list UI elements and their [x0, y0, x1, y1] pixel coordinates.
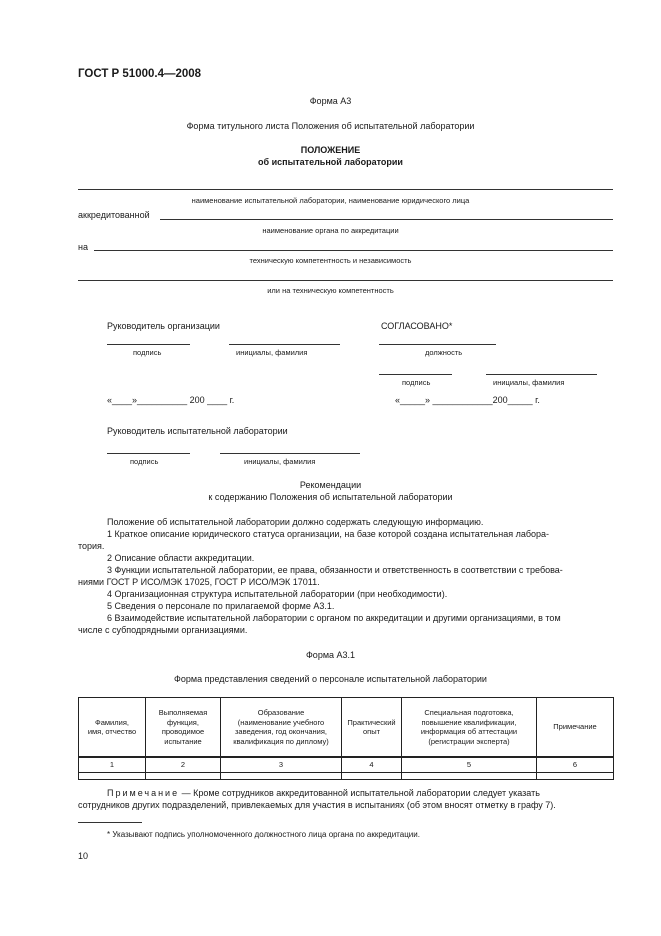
table-cell[interactable]: [79, 773, 146, 780]
on-label: на: [78, 242, 88, 252]
col-header-text: Фамилия,: [95, 717, 129, 727]
list-item: 2 Описание области аккредитации.: [107, 553, 255, 563]
lab-head-signature-line[interactable]: [107, 453, 190, 454]
col-header-text: информация об аттестации: [420, 727, 518, 736]
lab-head-initials-caption: инициалы, фамилия: [244, 457, 316, 466]
list-item: 6 Взаимодействие испытательной лаборатории с органом по аккредитации и другими организациями, в том: [107, 613, 561, 623]
col-header-text: Выполняемая: [158, 708, 208, 717]
col-number: 2: [146, 757, 221, 773]
list-item-cont: тория.: [78, 541, 105, 551]
list-item-cont: ниями ГОСТ Р ИСО/МЭК 17025, ГОСТ Р ИСО/МЭК 17011.: [78, 577, 320, 587]
recommendations-list: [78, 516, 613, 636]
col-header-text: Образование: [257, 708, 305, 717]
table-row: [79, 773, 614, 780]
col-number: 6: [537, 757, 614, 773]
recommendations-subtitle: к содержанию Положения об испытательной лаборатории: [208, 492, 453, 502]
org-head-date: «____»__________ 200 ____ г.: [107, 395, 235, 405]
note-line-2: сотрудников других подразделений, привлекаемых для участия в испытаниях (об этом вносят отметку в графу 7).: [78, 800, 556, 810]
standard-header: ГОСТ Р 51000.4—2008: [78, 68, 202, 80]
page-number: 10: [78, 851, 89, 861]
agreed-initials-caption: инициалы, фамилия: [493, 378, 565, 387]
col-header-function: [146, 698, 221, 758]
col-header-note: [537, 698, 614, 758]
table-cell[interactable]: [221, 773, 342, 780]
agreed-label: СОГЛАСОВАНО*: [381, 321, 453, 331]
recommendations-title: Рекомендации: [299, 480, 362, 490]
note-label: Примечание: [107, 788, 180, 798]
agreed-initials-line[interactable]: [486, 374, 597, 375]
caption-lab-name: наименование испытательной лаборатории, наименование юридического лица: [191, 196, 470, 205]
col-number: 5: [402, 757, 537, 773]
personnel-table: [78, 697, 614, 780]
note-line-1: [78, 787, 613, 799]
col-header-text: повышение квалификации,: [421, 717, 517, 727]
caption-competence: техническую компетентность и независимость: [249, 256, 412, 265]
form-a3-label: Форма А3: [309, 96, 352, 106]
col-header-text: квалификация по диплому): [233, 736, 329, 746]
col-header-name: [79, 698, 146, 758]
caption-or-competence: или на техническую компетентность: [267, 286, 394, 295]
col-header-text: имя, отчество: [87, 727, 137, 736]
col-header-text: проводимое: [161, 727, 205, 736]
agreed-signature-caption: подпись: [402, 378, 431, 387]
accredited-label: аккредитованной: [78, 210, 150, 220]
lab-head-initials-line[interactable]: [220, 453, 360, 454]
agreed-position-caption: должность: [425, 348, 463, 357]
col-header-text: Специальная подготовка,: [424, 708, 514, 717]
org-head-label: Руководитель организации: [107, 321, 220, 331]
caption-accreditation-body: наименование органа по аккредитации: [262, 226, 399, 235]
note-text: — Кроме сотрудников аккредитованной испытательной лаборатории следует указать: [179, 788, 540, 798]
col-header-training: [402, 698, 537, 758]
form-a31-subtitle: Форма представления сведений о персонале испытательной лаборатории: [174, 674, 487, 684]
org-head-signature-line[interactable]: [107, 344, 190, 345]
table-cell[interactable]: [342, 773, 402, 780]
list-item: 5 Сведения о персонале по прилагаемой форме А3.1.: [107, 601, 335, 611]
agreed-signature-line[interactable]: [379, 374, 452, 375]
agreed-position-line[interactable]: [379, 344, 496, 345]
col-header-text: испытание: [164, 736, 202, 746]
org-head-signature-caption: подпись: [133, 348, 162, 357]
org-head-initials-caption: инициалы, фамилия: [236, 348, 308, 357]
competence-fill-line[interactable]: [94, 250, 613, 251]
col-header-text: опыт: [362, 727, 381, 736]
or-fill-line[interactable]: [78, 280, 613, 281]
col-header-text: (регистрации эксперта): [428, 736, 510, 746]
col-header-text: функция,: [167, 717, 199, 727]
col-header-text: заведения, год окончания,: [234, 727, 328, 736]
name-fill-line[interactable]: [78, 189, 613, 190]
col-header-text: (наименование учебного: [237, 717, 325, 727]
agreed-date: «_____» ____________200_____ г.: [395, 395, 540, 405]
recommendations-intro: Положение об испытательной лаборатории должно содержать следующую информацию.: [107, 517, 484, 527]
org-head-initials-line[interactable]: [229, 344, 340, 345]
col-number: 4: [342, 757, 402, 773]
list-item: 1 Краткое описание юридического статуса организации, на базе которой создана испытательная лабора-: [107, 529, 550, 539]
col-header-experience: [342, 698, 402, 758]
col-header-text: Практический: [347, 717, 396, 727]
table-cell[interactable]: [146, 773, 221, 780]
col-header-text: Примечание: [553, 722, 597, 732]
table-note: [78, 787, 613, 811]
col-header-education: [221, 698, 342, 758]
lab-head-label: Руководитель испытательной лаборатории: [107, 426, 288, 436]
table-header-row: [79, 698, 614, 758]
document-title: ПОЛОЖЕНИЕ: [300, 145, 361, 155]
list-item: 3 Функции испытательной лаборатории, ее права, обязанности и ответственность в соответствии с требова-: [107, 565, 563, 575]
table-cell[interactable]: [402, 773, 537, 780]
form-a31-label: Форма А3.1: [305, 650, 356, 660]
table-row: [79, 757, 614, 773]
table-cell[interactable]: [537, 773, 614, 780]
accreditation-body-fill-line[interactable]: [160, 219, 613, 220]
form-a3-subtitle: Форма титульного листа Положения об испытательной лаборатории: [186, 121, 475, 131]
col-number: 1: [79, 757, 146, 773]
col-number: 3: [221, 757, 342, 773]
footnote: * Указывают подпись уполномоченного должностного лица органа по аккредитации.: [107, 830, 420, 839]
list-item: 4 Организационная структура испытательной лаборатории (при необходимости).: [107, 589, 448, 599]
lab-head-signature-caption: подпись: [130, 457, 159, 466]
document-title-sub: об испытательной лаборатории: [258, 157, 403, 167]
list-item-cont: числе с субподрядными организациями.: [78, 625, 248, 635]
footnote-divider: [78, 822, 142, 823]
